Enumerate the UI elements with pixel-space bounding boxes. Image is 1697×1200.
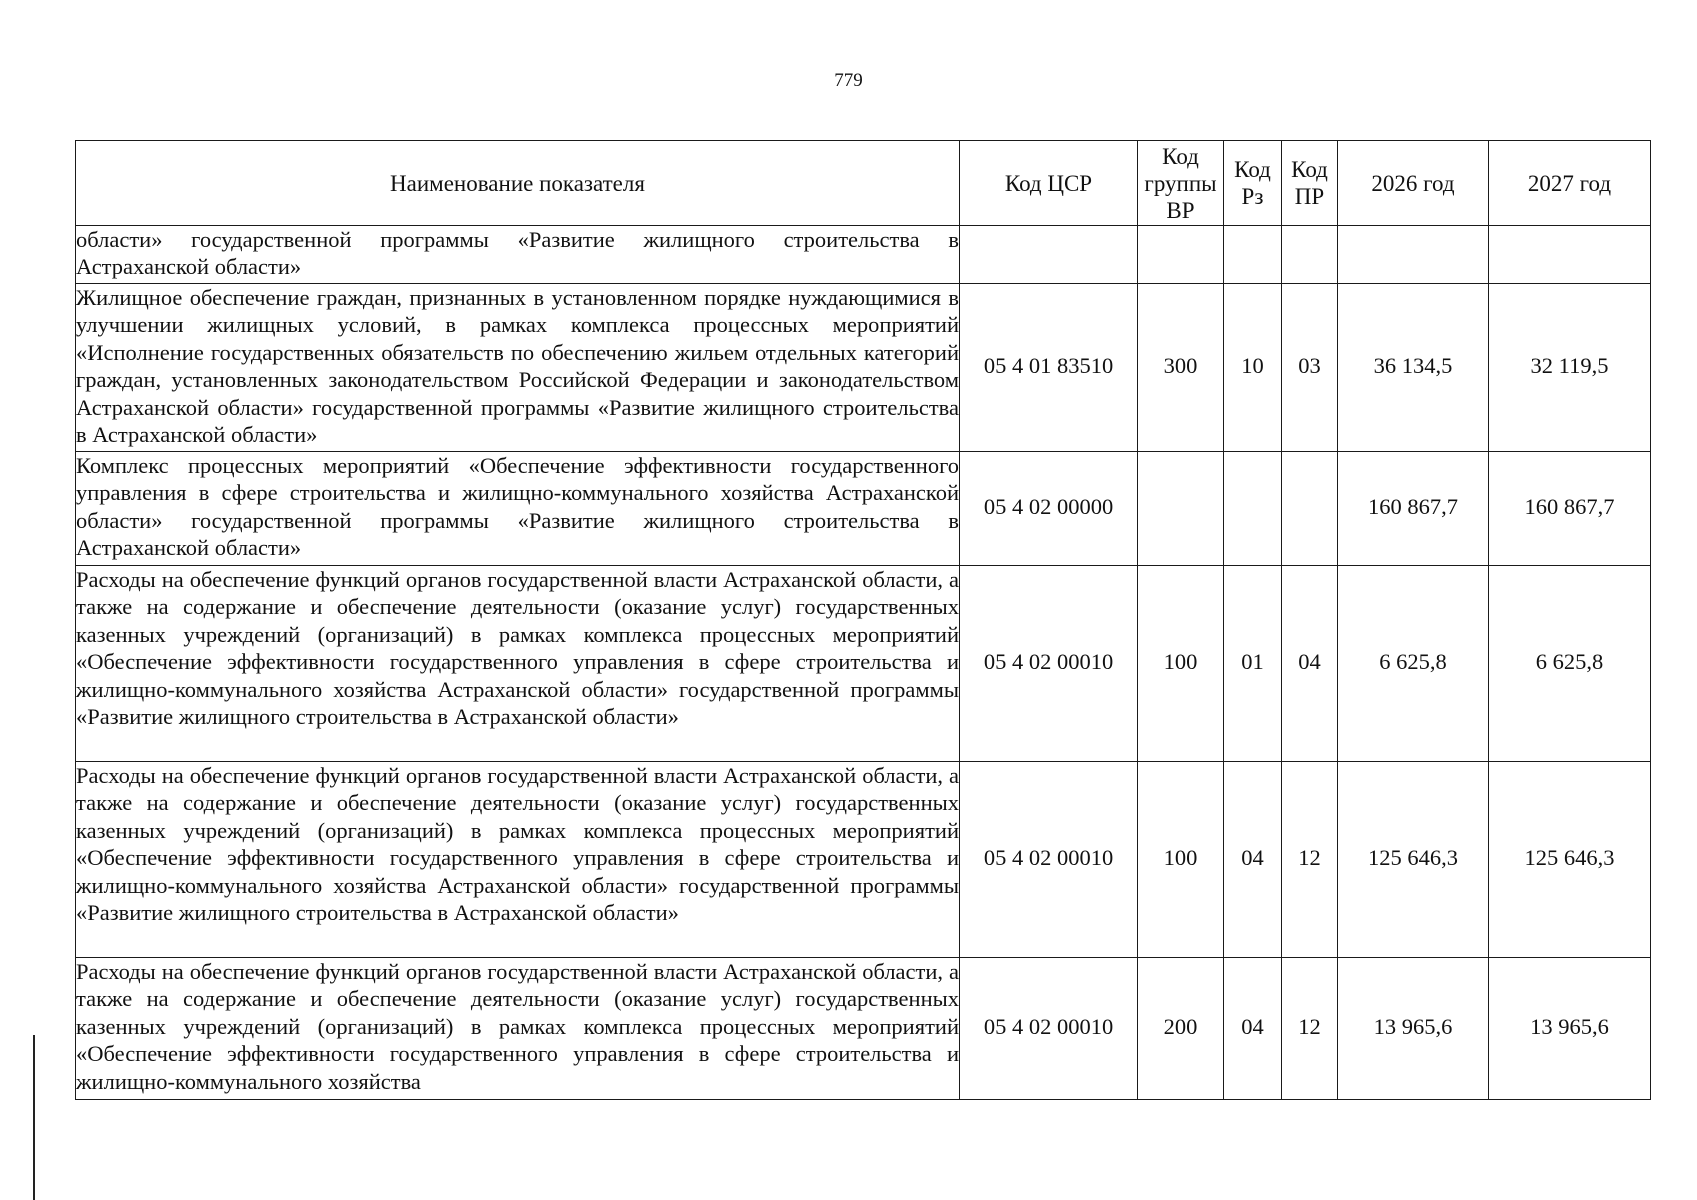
row-name: Жилищное обеспечение граждан, признанных в установленном порядке нуждающимися в улучшении жилищных условий, в рамках комплекса процессных мероприятий «Исполнение государственных обязательств по обеспечению жильем отдельных категорий граждан, установленных законодательством Российской Федерации и законодательством Астраханской области» государственной программы «Развитие жилищного строительства в Астраханской области» — [76, 284, 960, 452]
row-vr: 300 — [1138, 284, 1224, 452]
row-pr: 03 — [1282, 284, 1338, 452]
header-vr: Код группы ВР — [1138, 141, 1224, 226]
row-name: Расходы на обеспечение функций органов государственной власти Астраханской области, а также на содержание и обеспечение деятельности (оказание услуг) государственных казенных учреждений (организаций) в рамках комплекса процессных мероприятий «Обеспечение эффективности государственного управления в сфере строительства и жилищно-коммунального хозяйства Астраханской области» государственной программы «Развитие жилищного строительства в Астраханской области» — [76, 762, 960, 958]
margin-rule — [33, 1035, 35, 1200]
row-csr: 05 4 01 83510 — [960, 284, 1138, 452]
header-2027: 2027 год — [1489, 141, 1651, 226]
row-2026: 125 646,3 — [1338, 762, 1489, 958]
row-2027 — [1489, 226, 1651, 284]
row-2026: 36 134,5 — [1338, 284, 1489, 452]
header-rz: Код Рз — [1224, 141, 1282, 226]
row-vr: 100 — [1138, 566, 1224, 762]
row-pr — [1282, 452, 1338, 566]
row-rz — [1224, 452, 1282, 566]
row-2027: 13 965,6 — [1489, 958, 1651, 1100]
row-csr — [960, 226, 1138, 284]
row-pr: 04 — [1282, 566, 1338, 762]
row-2026: 6 625,8 — [1338, 566, 1489, 762]
row-name: области» государственной программы «Развитие жилищного строительства в Астраханской области» — [76, 226, 960, 284]
table-row — [76, 226, 1651, 284]
row-pr: 12 — [1282, 958, 1338, 1100]
row-vr — [1138, 452, 1224, 566]
table-row — [76, 284, 1651, 452]
row-2026 — [1338, 226, 1489, 284]
header-csr: Код ЦСР — [960, 141, 1138, 226]
row-name: Расходы на обеспечение функций органов государственной власти Астраханской области, а также на содержание и обеспечение деятельности (оказание услуг) государственных казенных учреждений (организаций) в рамках комплекса процессных мероприятий «Обеспечение эффективности государственного управления в сфере строительства и жилищно-коммунального хозяйства Астраханской области» государственной программы «Развитие жилищного строительства в Астраханской области» — [76, 566, 960, 762]
row-rz: 04 — [1224, 958, 1282, 1100]
row-2027: 125 646,3 — [1489, 762, 1651, 958]
row-name: Расходы на обеспечение функций органов государственной власти Астраханской области, а также на содержание и обеспечение деятельности (оказание услуг) государственных казенных учреждений (организаций) в рамках комплекса процессных мероприятий «Обеспечение эффективности государственного управления в сфере строительства и жилищно-коммунального хозяйства — [76, 958, 960, 1100]
table-row — [76, 762, 1651, 958]
row-rz: 01 — [1224, 566, 1282, 762]
header-row — [76, 141, 1651, 226]
row-pr — [1282, 226, 1338, 284]
row-2026: 160 867,7 — [1338, 452, 1489, 566]
row-csr: 05 4 02 00010 — [960, 566, 1138, 762]
table-row — [76, 566, 1651, 762]
row-2027: 160 867,7 — [1489, 452, 1651, 566]
row-2026: 13 965,6 — [1338, 958, 1489, 1100]
row-2027: 32 119,5 — [1489, 284, 1651, 452]
header-2026: 2026 год — [1338, 141, 1489, 226]
row-csr: 05 4 02 00010 — [960, 762, 1138, 958]
header-name: Наименование показателя — [76, 141, 960, 226]
row-csr: 05 4 02 00000 — [960, 452, 1138, 566]
row-vr: 100 — [1138, 762, 1224, 958]
row-csr: 05 4 02 00010 — [960, 958, 1138, 1100]
row-vr: 200 — [1138, 958, 1224, 1100]
table-row — [76, 452, 1651, 566]
page-number: 779 — [834, 70, 863, 91]
row-vr — [1138, 226, 1224, 284]
row-rz: 10 — [1224, 284, 1282, 452]
row-rz: 04 — [1224, 762, 1282, 958]
budget-table — [75, 140, 1651, 1100]
row-2027: 6 625,8 — [1489, 566, 1651, 762]
row-pr: 12 — [1282, 762, 1338, 958]
table-row — [76, 958, 1651, 1100]
header-pr: Код ПР — [1282, 141, 1338, 226]
row-name: Комплекс процессных мероприятий «Обеспечение эффективности государственного управления в сфере строительства и жилищно-коммунального хозяйства Астраханской области» государственной программы «Развитие жилищного строительства в Астраханской области» — [76, 452, 960, 566]
row-rz — [1224, 226, 1282, 284]
